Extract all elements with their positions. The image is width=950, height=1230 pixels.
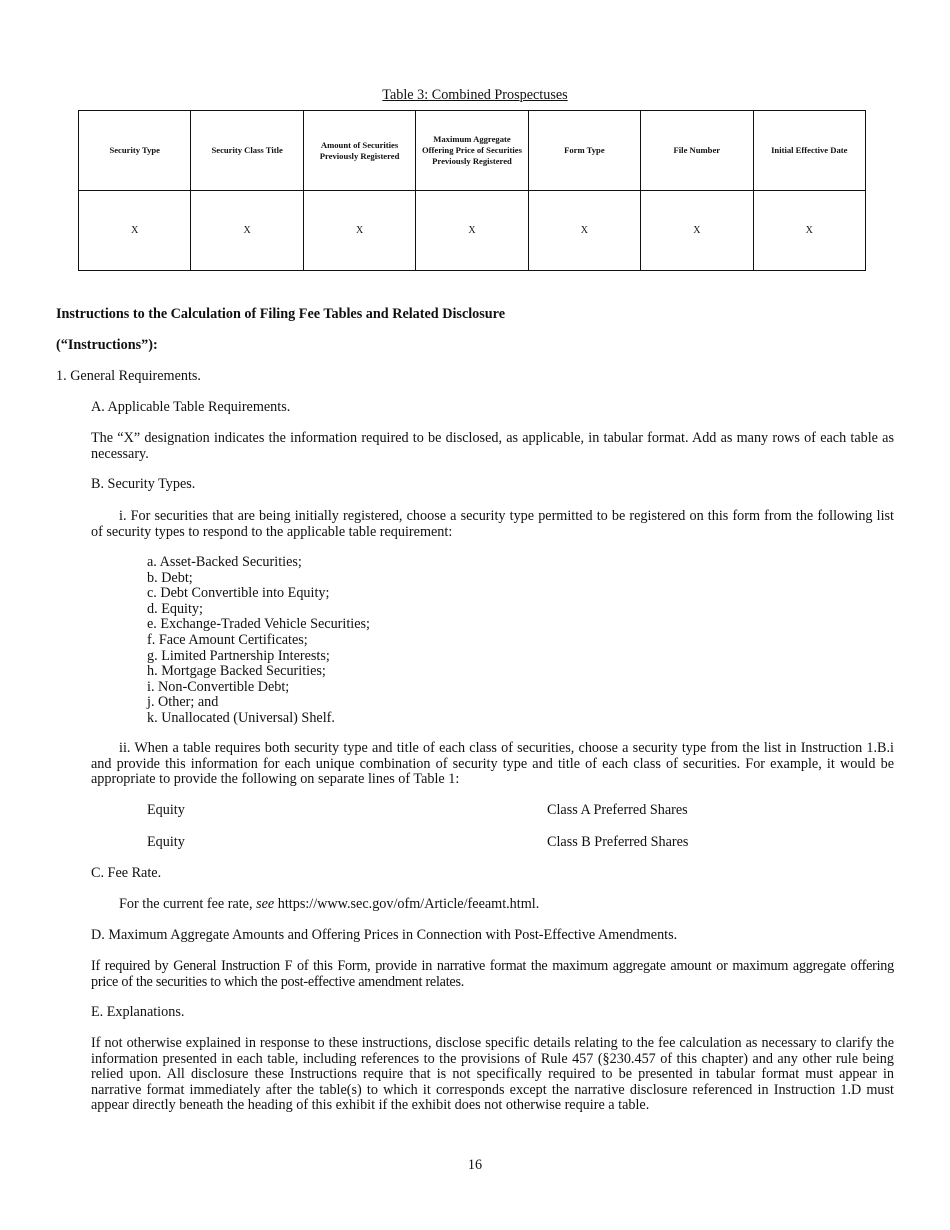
table-header-row	[79, 111, 866, 191]
table-cell: X	[641, 191, 753, 271]
combined-prospectuses-table	[78, 110, 866, 271]
section-a-text: The “X” designation indicates the information required to be disclosed, as applicable, in tabular format. Add as many rows of each table as necessary.	[91, 430, 894, 462]
security-types-list	[147, 555, 370, 727]
header-amount-previously-registered: Amount of Securities Previously Registered	[303, 111, 415, 191]
example-class-2: Class B Preferred Shares	[547, 834, 689, 850]
list-item: j. Other; and	[147, 694, 219, 711]
page-number: 16	[467, 1157, 483, 1173]
table-cell: X	[753, 191, 865, 271]
section-b-title: B. Security Types.	[91, 476, 196, 492]
list-item: a. Asset-Backed Securities;	[147, 554, 302, 570]
list-item: g. Limited Partnership Interests;	[147, 647, 330, 664]
example-type-2: Equity	[147, 834, 185, 850]
section-c-text	[119, 897, 539, 913]
section-a-title: A. Applicable Table Requirements.	[91, 399, 291, 415]
table-row	[79, 191, 866, 271]
header-security-class-title: Security Class Title	[191, 111, 303, 191]
table-cell: X	[416, 191, 528, 271]
list-item: k. Unallocated (Universal) Shelf.	[147, 709, 335, 726]
list-item: c. Debt Convertible into Equity;	[147, 585, 330, 602]
header-security-type: Security Type	[79, 111, 191, 191]
header-form-type: Form Type	[528, 111, 640, 191]
list-item: e. Exchange-Traded Vehicle Securities;	[147, 616, 370, 633]
list-item: d. Equity;	[147, 600, 203, 617]
header-max-aggregate-offering-price: Maximum Aggregate Offering Price of Securities Previously Registered	[416, 111, 528, 191]
instructions-heading: Instructions to the Calculation of Filing Fee Tables and Related Disclosure	[56, 306, 506, 322]
example-class-1: Class A Preferred Shares	[547, 802, 688, 818]
table-cell: X	[303, 191, 415, 271]
fee-rate-url: https://www.sec.gov/ofm/Article/feeamt.html.	[277, 896, 540, 912]
section-d-text: If required by General Instruction F of this Form, provide in narrative format the maximum aggregate amount or maximum aggregate offering price of the securities to which the post-effective amendment relates.	[91, 958, 894, 990]
list-item: b. Debt;	[147, 569, 193, 586]
section-e-title: E. Explanations.	[91, 1004, 185, 1020]
table-cell: X	[79, 191, 191, 271]
section-b-ii: ii. When a table requires both security type and title of each class of securities, choose a security type from the list in Instruction 1.B.i and provide this information for each unique combination of security type and title of each class of securities. For example, it would be appropriate to provide the following on separate lines of Table 1:	[91, 740, 894, 788]
list-item: i. Non-Convertible Debt;	[147, 678, 290, 695]
header-file-number: File Number	[641, 111, 753, 191]
example-type-1: Equity	[147, 802, 185, 818]
table-title: Table 3: Combined Prospectuses	[382, 87, 568, 103]
see-word: see	[256, 896, 275, 912]
instructions-heading-abbrev: (“Instructions”):	[56, 337, 158, 353]
section-e-text: If not otherwise explained in response to these instructions, disclose specific details relating to the fee calculation as necessary to clarify the information presented in each table, including references to the provisions of Rule 457 (§230.457 of this chapter) and any other rule being relied upon. All disclosure these Instructions require that is not specifically required to be presented in tabular format must appear in narrative format immediately after the table(s) to which it corresponds except the narrative disclosure referenced in Instruction 1.D must appear directly beneath the heading of this exhibit if the exhibit does not otherwise require a table.	[91, 1035, 894, 1114]
table-cell: X	[191, 191, 303, 271]
table-cell: X	[528, 191, 640, 271]
list-item: h. Mortgage Backed Securities;	[147, 663, 326, 680]
section-c-title: C. Fee Rate.	[91, 865, 162, 881]
header-initial-effective-date: Initial Effective Date	[753, 111, 865, 191]
section-d-title: D. Maximum Aggregate Amounts and Offering Prices in Connection with Post-Effective Amendments.	[91, 927, 678, 943]
fee-rate-prefix: For the current fee rate,	[119, 896, 253, 912]
section-b-i: i. For securities that are being initially registered, choose a security type permitted to be registered on this form from the following list of security types to respond to the applicable table requirement:	[91, 508, 894, 540]
section-general-requirements: 1. General Requirements.	[56, 368, 201, 384]
list-item: f. Face Amount Certificates;	[147, 631, 308, 648]
